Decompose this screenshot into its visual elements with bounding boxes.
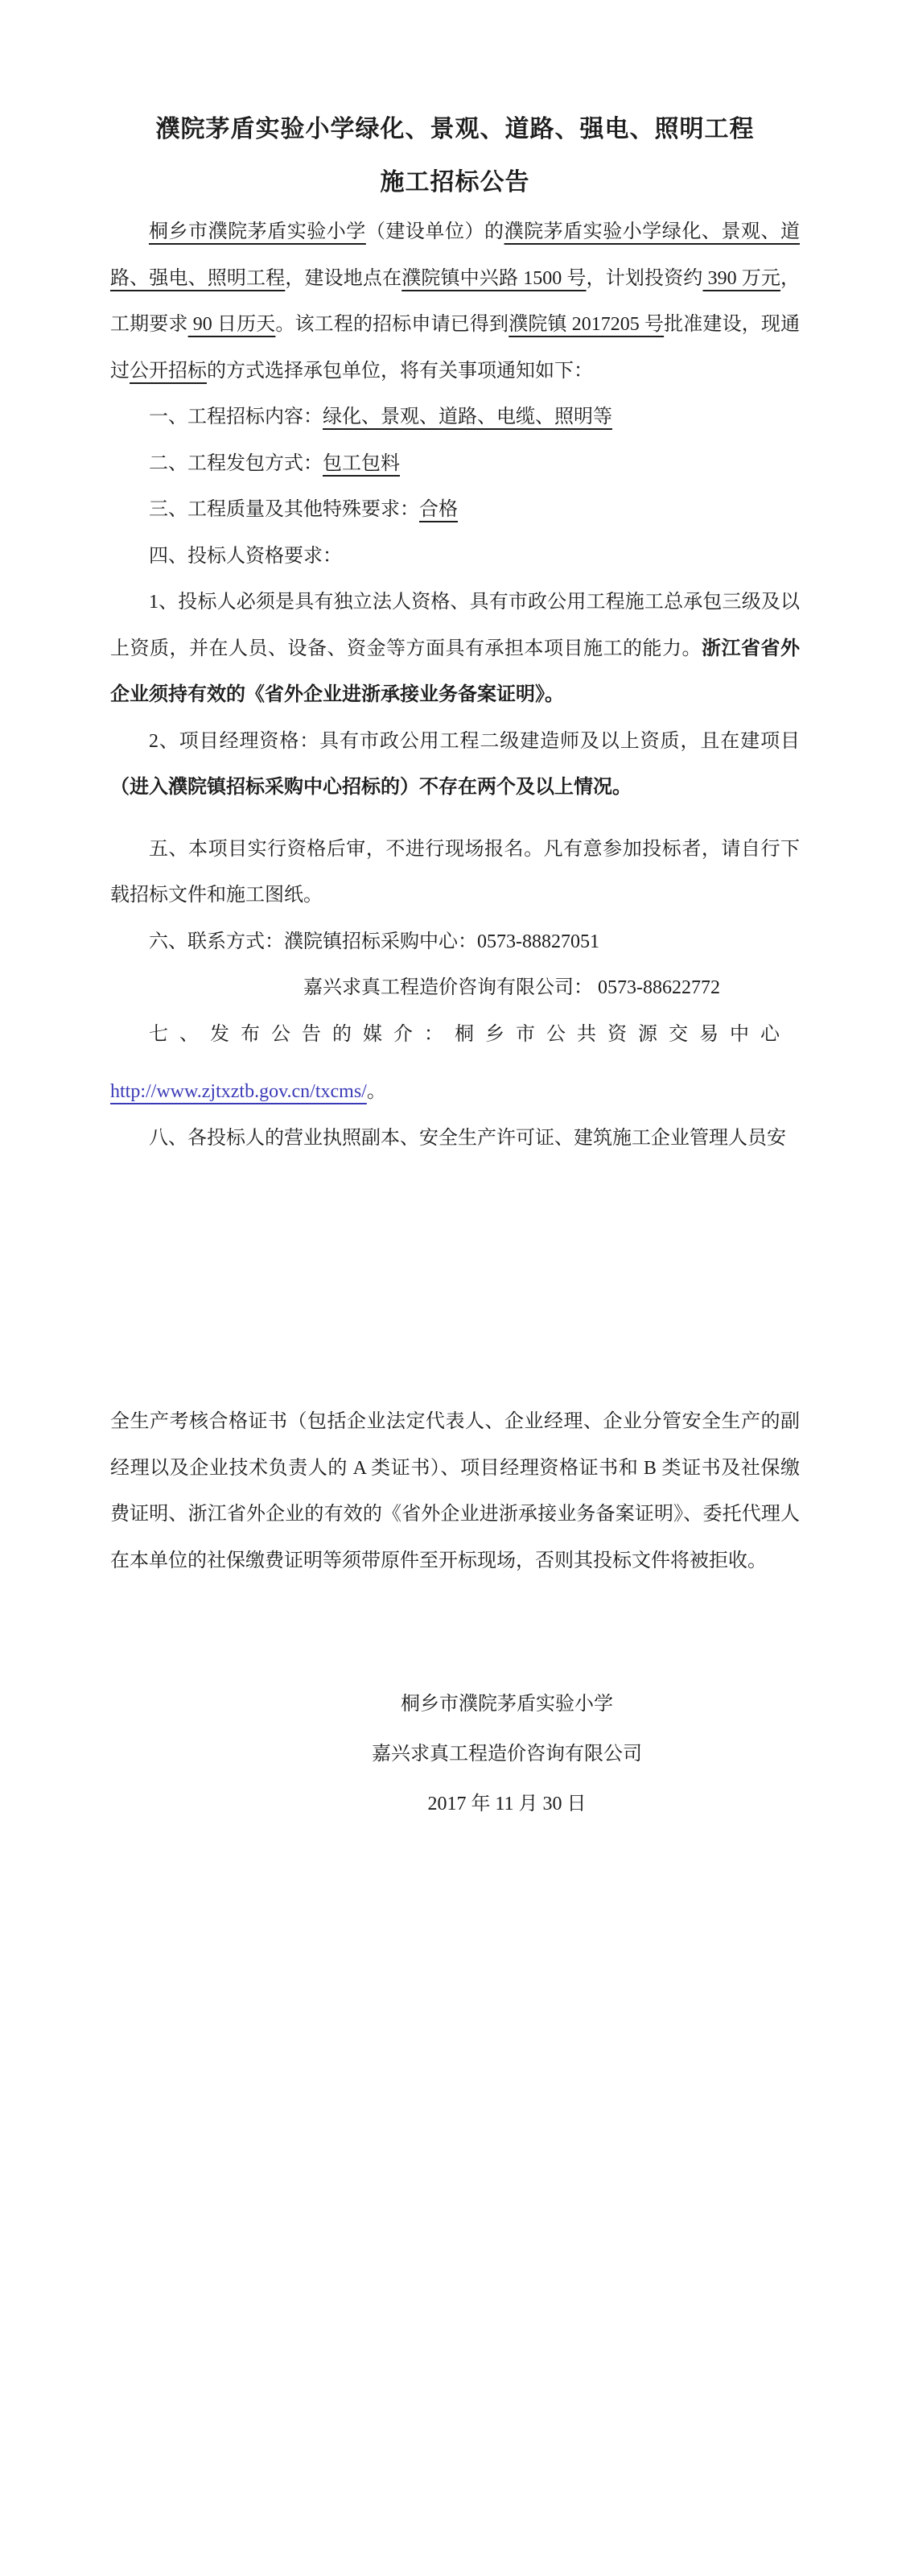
- item-4-bidder-qualification: [110, 534, 800, 580]
- text-run: 全生产考核合格证书（包括企业法定代表人、企业经理、企业分管安全生产的副经理以及企业技术负责人的 A 类证书）、项目经理资格证书和 B 类证书及社保缴费证明、浙江省外企业的有效的《省外企业进浙承接业务备案证明》、委托代理人在本单位的社保缴费证明等须带原件至开标现场，否则其投标文件将被拒收。: [110, 1411, 800, 1571]
- text-run: 公开招标: [130, 360, 207, 382]
- document-title-line1: 濮院茅盾实验小学绿化、景观、道路、强电、照明工程: [155, 116, 755, 142]
- text-run: 1、投标人必须是具有独立法人资格、具有市政公用工程施工总承包三级及以上资质，并在人员、设备、资金等方面具有承担本项目施工的能力。: [110, 592, 800, 659]
- text-run: 四、投标人资格要求：: [149, 545, 342, 567]
- text-run: 。该工程的招标申请已得到: [275, 314, 509, 335]
- text-run: 2、项目经理资格：具有市政公用工程二级建造师及以上资质，且在建项目: [149, 730, 800, 752]
- text-run: 390 万元: [702, 267, 781, 289]
- item-8-continued: [110, 1399, 800, 1584]
- text-run: 桐乡市濮院茅盾实验小学: [149, 221, 366, 242]
- text-run: 90 日历天: [187, 314, 276, 335]
- text-run: 六、联系方式：濮院镇招标采购中心：0573-88827051: [149, 931, 599, 952]
- text-run: 五、本项目实行资格后审，不进行现场报名。凡有意参加投标者，请自行下载招标文件和施工图纸。: [110, 838, 800, 906]
- text-run: 八、各投标人的营业执照副本、安全生产许可证、建筑施工企业管理人员安: [149, 1127, 786, 1149]
- announcement-url-link[interactable]: http://www.zjtxztb.gov.cn/txcms/: [110, 1081, 367, 1102]
- text-run: 。: [366, 1081, 386, 1102]
- text-run: ，工期要求: [110, 267, 801, 335]
- text-run: 濮院镇 2017205 号: [509, 314, 665, 335]
- text-run: 濮院茅盾实验小学绿化、景观、道路、强电、照明工程: [110, 221, 800, 289]
- item-4-sub-1: [110, 580, 800, 719]
- item-6-contact: [110, 919, 800, 966]
- text-run: ，计划投资约: [586, 267, 703, 289]
- text-run: 濮院镇中兴路 1500 号: [401, 267, 587, 289]
- text-run: 嘉兴求真工程造价咨询有限公司： 0573-88622772: [303, 977, 720, 998]
- text-run: 一、工程招标内容：: [149, 407, 323, 427]
- signature-date: 2017 年 11 月 30 日: [427, 1794, 587, 1814]
- item-3-quality-requirement: [110, 487, 800, 534]
- text-run: 绿化、景观、道路、电缆、照明等: [323, 407, 612, 427]
- signature-org-school: 桐乡市濮院茅盾实验小学: [401, 1694, 613, 1715]
- item-8-documents-required: [110, 1116, 800, 1162]
- text-run: 三、工程质量及其他特殊要求：: [149, 499, 419, 520]
- signature-org-agency: 嘉兴求真工程造价咨询有限公司: [372, 1744, 642, 1765]
- contact-agency-line: [110, 965, 800, 1012]
- text-run: 二、工程发包方式：: [149, 452, 323, 474]
- page-break-gap: [110, 1162, 800, 1399]
- text-run: 合格: [419, 499, 458, 520]
- text-run: 包工包料: [323, 452, 400, 474]
- intro-paragraph: [110, 209, 800, 394]
- text-run: 浙江省省外企业须持有效的《省外企业进浙承接业务备案证明》。: [110, 638, 800, 705]
- item-5-qualification-review: [110, 827, 800, 919]
- text-run: 七、发布公告的媒介：桐乡市公共资源交易中心: [149, 1023, 791, 1045]
- announcement-url-line: [110, 1069, 800, 1116]
- text-run: ，建设地点在: [285, 267, 402, 289]
- item-1-tender-content: [110, 394, 800, 441]
- item-2-contract-method: [110, 441, 800, 488]
- text-run: 的方式选择承包单位，将有关事项通知如下：: [207, 360, 593, 382]
- item-4-sub-2: [110, 719, 800, 811]
- signature-block: [372, 1679, 642, 1829]
- text-run: （建设单位）的: [365, 221, 504, 242]
- item-7-announcement-media: [110, 1012, 800, 1059]
- document-title-line2: 施工招标公告: [380, 169, 530, 196]
- text-run: 批准建设，现通过: [110, 314, 801, 382]
- text-run: （进入濮院镇招标采购中心招标的）不存在两个及以上情况。: [110, 777, 632, 798]
